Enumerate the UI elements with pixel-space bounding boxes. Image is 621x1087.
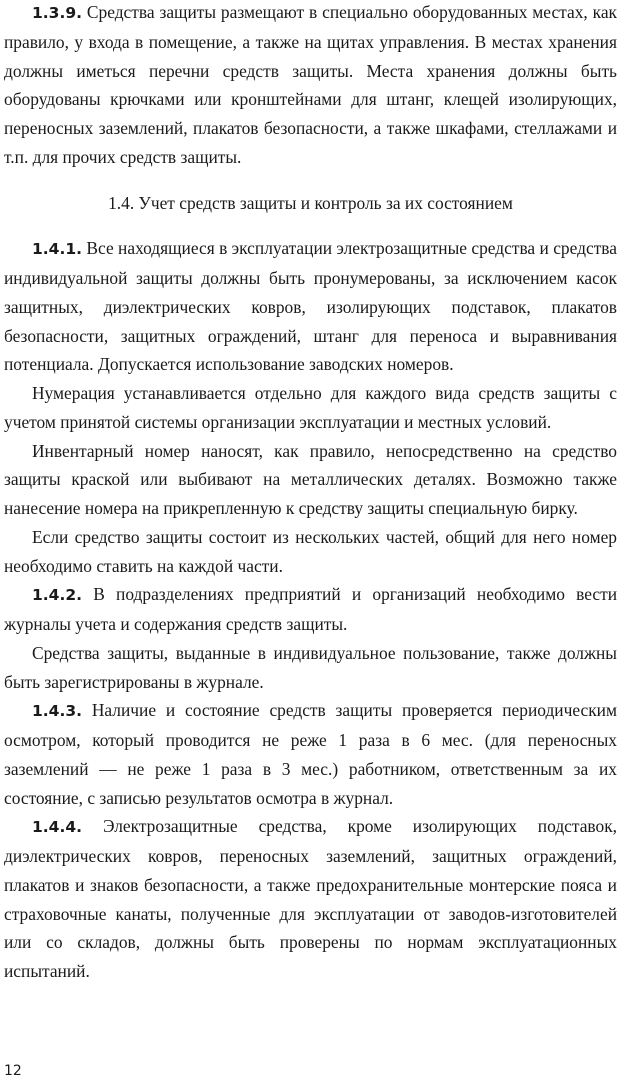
- paragraph-1-4-3: [4, 696, 617, 812]
- paragraph-numbering: [4, 379, 617, 437]
- paragraph-1-4-2: [4, 580, 617, 639]
- paragraph-text: Электрозащитные средства, кроме изолирующих подставок, диэлектрических ковров, переносных заземлений, защитных ограждений, плакатов и знаков безопасности, а также предохранительные монтерские пояса и страховочные канаты, полученные для эксплуатации от заводов-изготовителей или со складов, должны быть проверены по нормам эксплуатационных испытаний.: [4, 816, 617, 981]
- paragraph-1-4-1: [4, 234, 617, 379]
- paragraph-text: Средства защиты размещают в специально оборудованных местах, как правило, у входа в помещение, а также на щитах управления. В местах хранения должны иметься перечни средств защиты. Места хранения должны быть оборудованы крючками или кронштейнами для штанг, клещей изолирующих, переносных заземлений, плакатов безопасности, а также шкафами, стеллажами и т.п. для прочих средств защиты.: [4, 2, 617, 167]
- paragraph-text: Все находящиеся в эксплуатации электрозащитные средства и средства индивидуальной защиты должны быть пронумерованы, за исключением касок защитных, диэлектрических ковров, изолирующих подставок, плакатов безопасности, защитных ограждений, штанг для переноса и выравнивания потенциала. Допускается использование заводских номеров.: [4, 238, 617, 375]
- paragraph-inventory-number: [4, 437, 617, 523]
- page-number: 12: [4, 1063, 22, 1079]
- section-heading: 1.4. Учет средств защиты и контроль за их состоянием: [108, 192, 513, 213]
- paragraph-1-3-9: [4, 0, 617, 172]
- paragraph-text: В подразделениях предприятий и организаций необходимо вести журналы учета и содержания средств защиты.: [4, 584, 617, 634]
- paragraph-text: Нумерация устанавливается отдельно для каждого вида средств защиты с учетом принятой системы организации эксплуатации и местных условий.: [4, 383, 617, 432]
- paragraph-individual-use: [4, 639, 617, 697]
- body-text: [4, 0, 617, 986]
- paragraph-text: Средства защиты, выданные в индивидуальное пользование, также должны быть зарегистрированы в журнале.: [4, 642, 617, 692]
- clause-number: 1.4.4.: [32, 818, 83, 837]
- paragraph-text: Инвентарный номер наносят, как правило, непосредственно на средство защиты краской или выбивают на металлических деталях. Возможно также нанесение номера на прикрепленную к средству защиты специальную бирку.: [4, 440, 617, 518]
- paragraph-text: Если средство защиты состоит из нескольких частей, общий для него номер необходимо ставить на каждой части.: [4, 526, 617, 576]
- clause-number: 1.3.9.: [32, 4, 83, 22]
- clause-number: 1.4.1.: [32, 240, 83, 259]
- paragraph-multi-part: [4, 523, 617, 581]
- clause-number: 1.4.2.: [32, 586, 83, 605]
- paragraph-text: Наличие и состояние средств защиты проверяется периодическим осмотром, который проводится не реже 1 раза в 6 мес. (для переносных заземлений — не реже 1 раза в 3 мес.) работником, ответственным за их состояние, с записью результатов осмотра в журнал.: [4, 700, 617, 808]
- paragraph-1-4-4: [4, 812, 617, 986]
- clause-number: 1.4.3.: [32, 702, 83, 721]
